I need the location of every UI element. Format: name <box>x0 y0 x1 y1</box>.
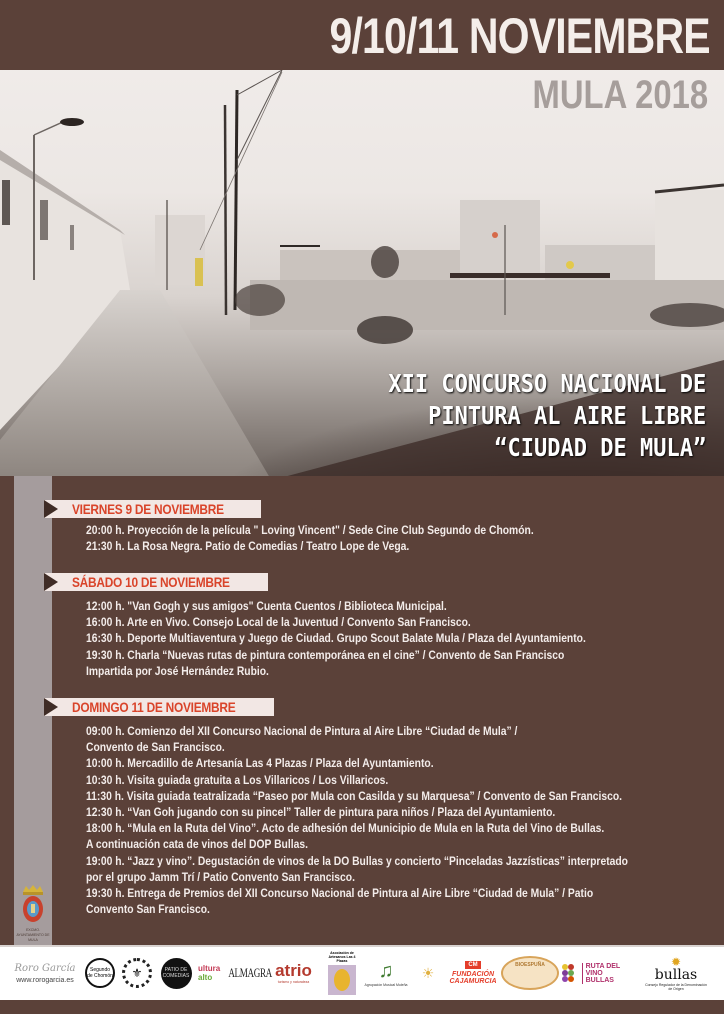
sponsor-do-bullas: ✹ bullas Consejo Regulador de la Denominación de Origen <box>645 954 707 991</box>
sun-drawing-icon: ☀ <box>421 964 435 981</box>
grape-cluster-icon <box>562 964 578 982</box>
triangle-arrow-icon <box>44 573 58 591</box>
event-item: 20:00 h. Proyección de la película " Loving Vincent" / Sede Cine Club Segundo de Chomón. <box>86 523 534 537</box>
event-item: 18:00 h. “Mula en la Ruta del Vino”. Acto de adhesión del Municipio de Mula en la Ruta del Vino de Bullas. <box>86 821 605 836</box>
event-item: 09:00 h. Comienzo del XII Concurso Nacional de Pintura al Aire Libre “Ciudad de Mula” / <box>86 724 518 738</box>
day-title: VIERNES 9 DE NOVIEMBRE <box>72 501 224 517</box>
lyre-emblem-icon: ♫ <box>378 960 394 982</box>
events-friday <box>86 522 706 554</box>
sun-icon: ✹ <box>670 954 682 969</box>
sponsor-patio-comedias: PATIO DE COMEDIAS <box>160 953 192 993</box>
event-item: 19:30 h. Entrega de Premios del XII Concurso Nacional de Pintura al Aire Libre “Ciudad de Mula” / Patio <box>86 886 594 901</box>
event-item: por el grupo Jamm Trí / Patio Convento San Francisco. <box>86 869 355 884</box>
sponsor-roro-garcia <box>12 953 78 993</box>
event-item: 10:00 h. Mercadillo de Artesanía Las 4 Plazas / Plaza del Ayuntamiento. <box>86 756 434 771</box>
town-crest-icon <box>20 884 46 926</box>
tile-emblem-icon <box>334 969 350 991</box>
contest-title-line1: XII CONCURSO NACIONAL DE <box>388 369 706 398</box>
event-item: Convento de San Francisco. <box>86 740 225 755</box>
sponsor-segundo-chomon: Segundo de Chomón <box>84 953 116 993</box>
signature-text: Roro García <box>14 962 76 974</box>
header-band <box>0 0 724 70</box>
event-item: 16:00 h. Arte en Vivo. Consejo Local de la Juventud / Convento San Francisco. <box>86 615 471 630</box>
event-item: 19:30 h. Charla “Nuevas rutas de pintura contemporánea en el cine” / Convento de San Francisco <box>86 647 565 662</box>
sponsor-agrupacion-musical: ♫ Agrupación Musical Muleña <box>364 960 408 987</box>
sponsors-bar <box>0 945 724 1000</box>
location-year-subtitle: MULA 2018 <box>532 73 708 117</box>
day-title: SÁBADO 10 DE NOVIEMBRE <box>72 574 230 590</box>
triangle-arrow-icon <box>44 500 58 518</box>
fleur-de-lis-icon: ⚜ <box>122 958 152 988</box>
event-item: A continuación cata de vinos del DOP Bullas. <box>86 837 308 852</box>
sponsor-fundacion-cajamurcia: CM FUNDACIÓN CAJAMURCIA <box>449 962 497 985</box>
sponsor-cultura-alto: ultura alto <box>198 964 221 982</box>
event-item: 21:30 h. La Rosa Negra. Patio de Comedias / Teatro Lope de Vega. <box>86 539 410 554</box>
event-item: 16:30 h. Deporte Multiaventura y Juego de Ciudad. Grupo Scout Balate Mula / Plaza del Ayuntamiento. <box>86 631 586 646</box>
program-panel <box>0 476 724 945</box>
events-saturday <box>86 598 706 679</box>
sponsor-atrio: atrio turismo y naturaleza <box>275 961 312 984</box>
event-item: Impartida por José Hernández Rubio. <box>86 663 269 678</box>
sponsor-biospuna: BIOESPUÑA <box>500 953 560 993</box>
day-header-sunday <box>44 698 274 716</box>
footer-bar <box>0 1000 724 1014</box>
sponsor-ruta-vino-bullas: RUTA DEL VINO BULLAS <box>562 953 632 993</box>
contest-title-line3: “CIUDAD DE MULA” <box>494 433 706 462</box>
sponsor-event-logo <box>410 953 446 993</box>
event-dates-title: 9/10/11 NOVIEMBRE <box>329 8 710 64</box>
event-item: 10:30 h. Visita guiada gratuita a Los Villaricos / Los Villaricos. <box>86 772 389 787</box>
sponsor-almagra: ALMAGRA <box>228 965 272 980</box>
event-item: Convento San Francisco. <box>86 902 210 917</box>
sponsor-artesanos: Asociación de Artesanos Las 4 Plazas <box>324 947 360 999</box>
website-url: www.rorogarcia.es <box>16 976 74 984</box>
crest-label: EXCMO. AYUNTAMIENTO DE MULA <box>16 928 50 942</box>
event-item: 11:30 h. Visita guiada teatralizada “Paseo por Mula con Casilda y su Marquesa” / Convento de San Francisco. <box>86 788 623 803</box>
event-item: 12:30 h. “Van Goh jugando con su pincel” Taller de pintura para niños / Plaza del Ayuntamiento. <box>86 805 556 820</box>
sponsor-scout-group <box>121 953 153 993</box>
day-title: DOMINGO 11 DE NOVIEMBRE <box>72 699 236 715</box>
events-sunday <box>86 723 706 917</box>
contest-title <box>388 368 706 464</box>
triangle-arrow-icon <box>44 698 58 716</box>
day-header-friday <box>44 500 261 518</box>
event-item: 12:00 h. "Van Gogh y sus amigos" Cuenta Cuentos / Biblioteca Municipal. <box>86 599 447 613</box>
event-item: 19:00 h. “Jazz y vino”. Degustación de vinos de la DO Bullas y concierto “Pinceladas Jazzísticas” interpretado <box>86 853 628 868</box>
day-header-saturday <box>44 573 268 591</box>
contest-title-line2: PINTURA AL AIRE LIBRE <box>427 401 706 430</box>
cajamurcia-badge: CM <box>465 961 480 969</box>
